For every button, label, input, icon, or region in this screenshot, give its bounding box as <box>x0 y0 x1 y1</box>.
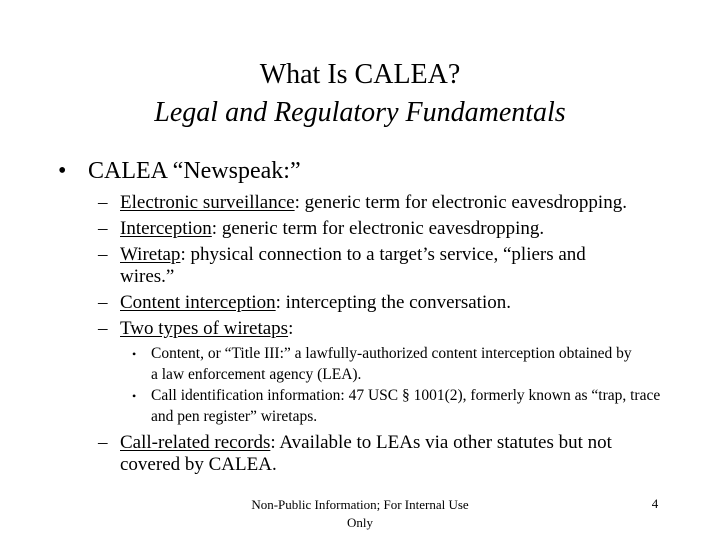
item-text: : physical connection to a target’s service, “pliers and wires.” <box>120 244 586 287</box>
bullet-symbol: • <box>132 389 137 403</box>
list-item-two-types <box>98 318 678 340</box>
slide-subtitle: Legal and Regulatory Fundamentals <box>154 97 566 128</box>
term-electronic-surveillance: Electronic surveillance <box>120 192 295 213</box>
term-content-interception: Content interception <box>120 292 276 313</box>
list-item-electronic-surveillance <box>98 192 678 214</box>
term-interception: Interception <box>120 218 212 239</box>
slide-title: What Is CALEA? <box>259 59 461 90</box>
list-item-wiretap <box>98 244 618 288</box>
main-bullet <box>58 156 301 186</box>
list-item-interception <box>98 218 678 240</box>
subitem-text: Call identification information: 47 USC § 1001(2), formerly known as “trap, trace and pen register” wiretaps. <box>151 387 661 425</box>
item-text: : generic term for electronic eavesdropping. <box>211 218 545 239</box>
term-two-types-of-wiretaps: Two types of wiretaps <box>120 318 289 339</box>
dash-symbol: – <box>98 318 108 339</box>
footer-text: Non-Public Information; For Internal Use Only <box>251 497 469 530</box>
dash-symbol: – <box>98 192 108 213</box>
dash-symbol: – <box>98 432 108 453</box>
item-text: : <box>288 318 294 339</box>
item-text: : generic term for electronic eavesdropping. <box>294 192 627 213</box>
main-bullet-text: CALEA “Newspeak:” <box>88 158 301 184</box>
list-item-content-interception <box>98 292 678 314</box>
subitem-text: Content, or “Title III:” a lawfully-authorized content interception obtained by a law enforcement agency (LEA). <box>151 345 632 383</box>
dash-symbol: – <box>98 218 108 239</box>
subitem-call-identification <box>132 386 672 427</box>
subitem-title-iii <box>132 344 632 385</box>
bullet-symbol: • <box>132 347 137 361</box>
bullet-symbol: • <box>58 158 67 184</box>
dash-symbol: – <box>98 244 108 265</box>
item-text: : intercepting the conversation. <box>275 292 511 313</box>
list-item-call-related-records <box>98 432 658 476</box>
item-text: : Available to LEAs via other statutes but not covered by CALEA. <box>120 432 612 475</box>
dash-symbol: – <box>98 292 108 313</box>
page-number: 4 <box>651 496 659 511</box>
term-wiretap: Wiretap <box>120 244 181 265</box>
term-call-related-records: Call-related records <box>120 432 271 453</box>
